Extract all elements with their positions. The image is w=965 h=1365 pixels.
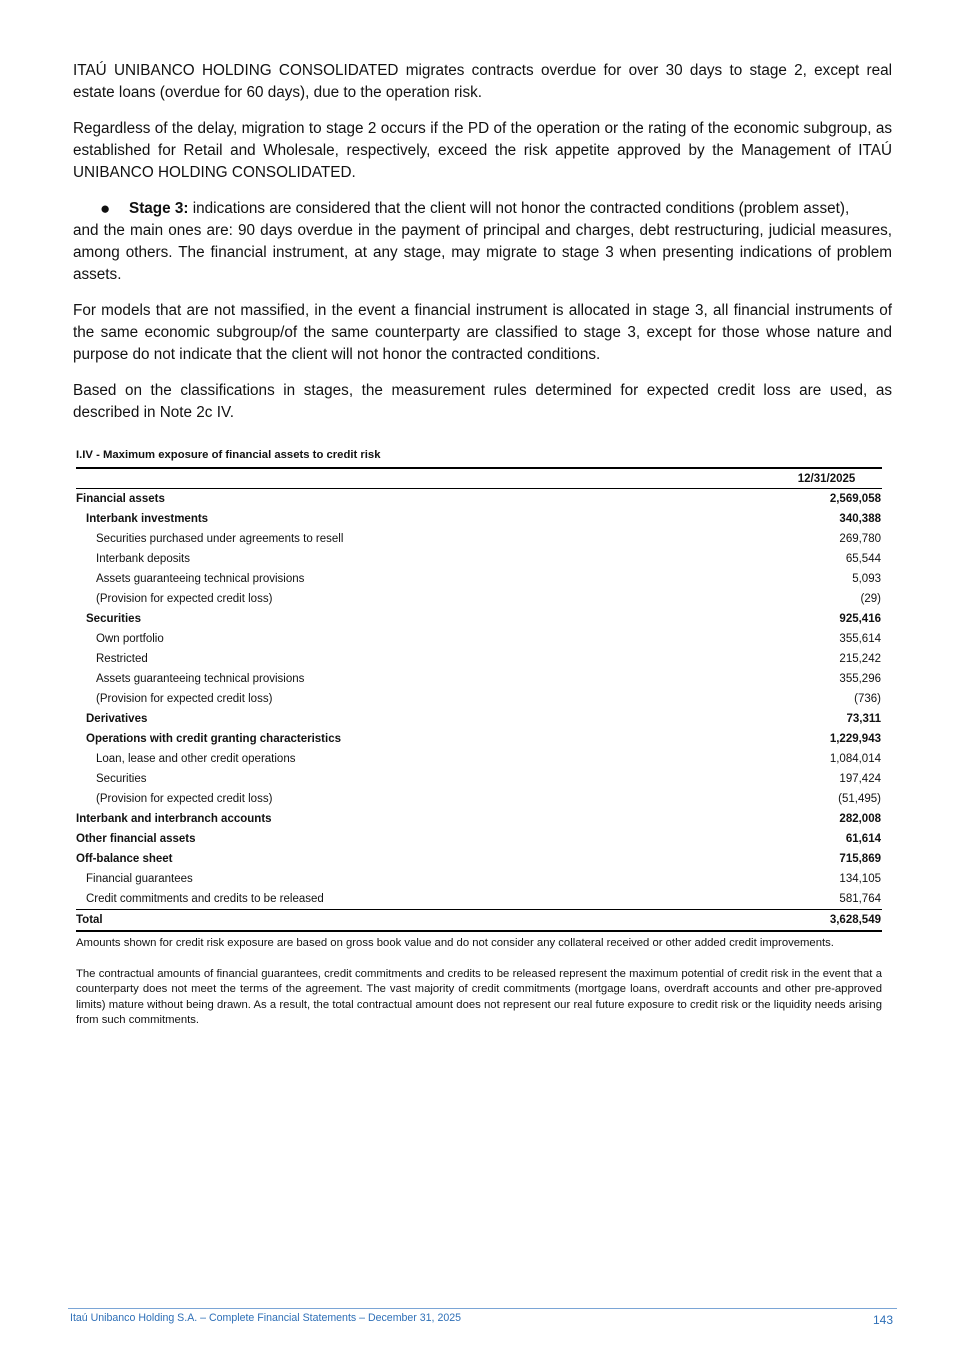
row-label: Interbank and interbranch accounts bbox=[76, 813, 272, 825]
table-row bbox=[76, 829, 882, 849]
row-value: 61,614 bbox=[845, 833, 881, 845]
note-contractual-amounts: The contractual amounts of financial guarantees, credit commitments and credits to be released represent the maximum potential of credit risk in the event that a counterparty does not meet the terms of the agreement. The vast majority of credit commitments (mortgage loans, overdraft accounts and other pre-approved limits) mature without being drawn. As a result, the total contractual amount does not represent our real future exposure to credit risk or the liquidity needs arising from such commitments. bbox=[76, 967, 882, 1026]
row-value: 73,311 bbox=[846, 713, 881, 725]
stage3-continued-text: and the main ones are: 90 days overdue in the payment of principal and charges, debt restructuring, judicial measures, among others. The financial instrument, at any stage, may migrate to stage 3 when presenting indications of problem assets. bbox=[73, 222, 892, 283]
table-row bbox=[76, 589, 882, 609]
row-label: Derivatives bbox=[86, 713, 148, 725]
table-row bbox=[76, 749, 882, 769]
footer-document-title: Itaú Unibanco Holding S.A. – Complete Financial Statements – December 31, 2025 bbox=[70, 1312, 462, 1324]
row-label: Securities bbox=[96, 773, 147, 785]
row-value: 215,242 bbox=[839, 653, 881, 665]
row-label: Securities purchased under agreements to resell bbox=[96, 533, 344, 545]
row-label: Total bbox=[76, 910, 771, 932]
row-value: 1,084,014 bbox=[829, 753, 881, 765]
row-value: (736) bbox=[854, 693, 881, 705]
row-value: 581,764 bbox=[839, 893, 881, 905]
row-value: 5,093 bbox=[852, 573, 881, 585]
table-row bbox=[76, 629, 882, 649]
row-value: 925,416 bbox=[839, 613, 881, 625]
page-number: 143 bbox=[873, 1313, 894, 1327]
row-label: (Provision for expected credit loss) bbox=[96, 793, 273, 805]
body-text bbox=[73, 60, 892, 438]
credit-risk-table bbox=[76, 467, 882, 932]
row-value: 134,105 bbox=[839, 873, 881, 885]
paragraph-non-massified: For models that are not massified, in the event a financial instrument is allocated in stage 3, all financial instruments of the same economic subgroup/of the same counterparty are classified to stage 3, except for those whose nature and purpose do not indicate that the client will not honor the contracted conditions. bbox=[73, 302, 892, 363]
row-value: 269,780 bbox=[839, 533, 881, 545]
row-label: Loan, lease and other credit operations bbox=[96, 753, 296, 765]
table-row bbox=[76, 649, 882, 669]
row-value: 1,229,943 bbox=[829, 733, 881, 745]
row-label: Off-balance sheet bbox=[76, 853, 173, 865]
row-value: (29) bbox=[860, 593, 881, 605]
table-row bbox=[76, 569, 882, 589]
table-row bbox=[76, 729, 882, 749]
row-value: 355,614 bbox=[839, 633, 881, 645]
table-row bbox=[76, 509, 882, 529]
row-label: (Provision for expected credit loss) bbox=[96, 693, 273, 705]
bullet-stage3 bbox=[73, 198, 892, 286]
row-label: Interbank investments bbox=[86, 513, 209, 525]
row-value: 715,869 bbox=[839, 853, 881, 865]
table-title: I.IV - Maximum exposure of financial assets to credit risk bbox=[76, 449, 381, 461]
row-label: Own portfolio bbox=[96, 633, 164, 645]
row-value: (51,495) bbox=[838, 793, 881, 805]
row-label: Restricted bbox=[96, 653, 148, 665]
row-value: 197,424 bbox=[839, 773, 881, 785]
bullet-first-line bbox=[73, 198, 892, 220]
paragraph-stage2-regardless: Regardless of the delay, migration to stage 2 occurs if the PD of the operation or the rating of the economic subgroup, as established for Retail and Wholesale, respectively, exceed the risk appetite approved by the Management of ITAÚ UNIBANCO HOLDING CONSOLIDATED. bbox=[73, 120, 892, 181]
header-date: 12/31/2025 bbox=[771, 468, 882, 489]
table-row bbox=[76, 769, 882, 789]
row-label: Credit commitments and credits to be released bbox=[86, 893, 324, 905]
table-row bbox=[76, 689, 882, 709]
table-notes bbox=[76, 936, 882, 1044]
row-label: Financial guarantees bbox=[86, 873, 193, 885]
row-label: Interbank deposits bbox=[96, 553, 190, 565]
credit-risk-table-section bbox=[76, 445, 882, 932]
table-row bbox=[76, 809, 882, 829]
table-row bbox=[76, 889, 882, 910]
footer-rule bbox=[68, 1308, 897, 1309]
note-gross-value: Amounts shown for credit risk exposure are based on gross book value and do not consider any collateral received or other added credit improvements. bbox=[76, 937, 834, 949]
table-header-row bbox=[76, 468, 882, 489]
stage3-label: Stage 3: bbox=[129, 200, 189, 217]
table-row bbox=[76, 609, 882, 629]
row-label: Financial assets bbox=[76, 493, 165, 505]
table-row bbox=[76, 669, 882, 689]
row-label: Other financial assets bbox=[76, 833, 196, 845]
row-label: Assets guaranteeing technical provisions bbox=[96, 573, 305, 585]
table-row bbox=[76, 529, 882, 549]
row-value: 3,628,549 bbox=[771, 910, 882, 932]
table-row bbox=[76, 849, 882, 869]
row-label: Assets guaranteeing technical provisions bbox=[96, 673, 305, 685]
row-value: 355,296 bbox=[839, 673, 881, 685]
header-label-cell bbox=[76, 468, 771, 489]
row-value: 282,008 bbox=[839, 813, 881, 825]
paragraph-stage2-migration: ITAÚ UNIBANCO HOLDING CONSOLIDATED migrates contracts overdue for over 30 days to stage 2, except real estate loans (overdue for 60 days), due to the operation risk. bbox=[73, 62, 892, 101]
table-row bbox=[76, 489, 882, 510]
row-label: (Provision for expected credit loss) bbox=[96, 593, 273, 605]
row-label: Securities bbox=[86, 613, 141, 625]
table-row bbox=[76, 549, 882, 569]
table-row bbox=[76, 789, 882, 809]
bullet-dot-icon: ● bbox=[100, 199, 111, 218]
row-label: Operations with credit granting characteristics bbox=[86, 733, 341, 745]
row-value: 340,388 bbox=[839, 513, 881, 525]
paragraph-measurement-rules: Based on the classifications in stages, the measurement rules determined for expected credit loss are used, as described in Note 2c IV. bbox=[73, 382, 892, 421]
stage3-first-text: indications are considered that the client will not honor the contracted conditions (problem asset), bbox=[192, 200, 850, 217]
row-value: 2,569,058 bbox=[829, 493, 881, 505]
table-row bbox=[76, 910, 882, 932]
table-row bbox=[76, 869, 882, 889]
table-row bbox=[76, 709, 882, 729]
row-value: 65,544 bbox=[845, 553, 881, 565]
